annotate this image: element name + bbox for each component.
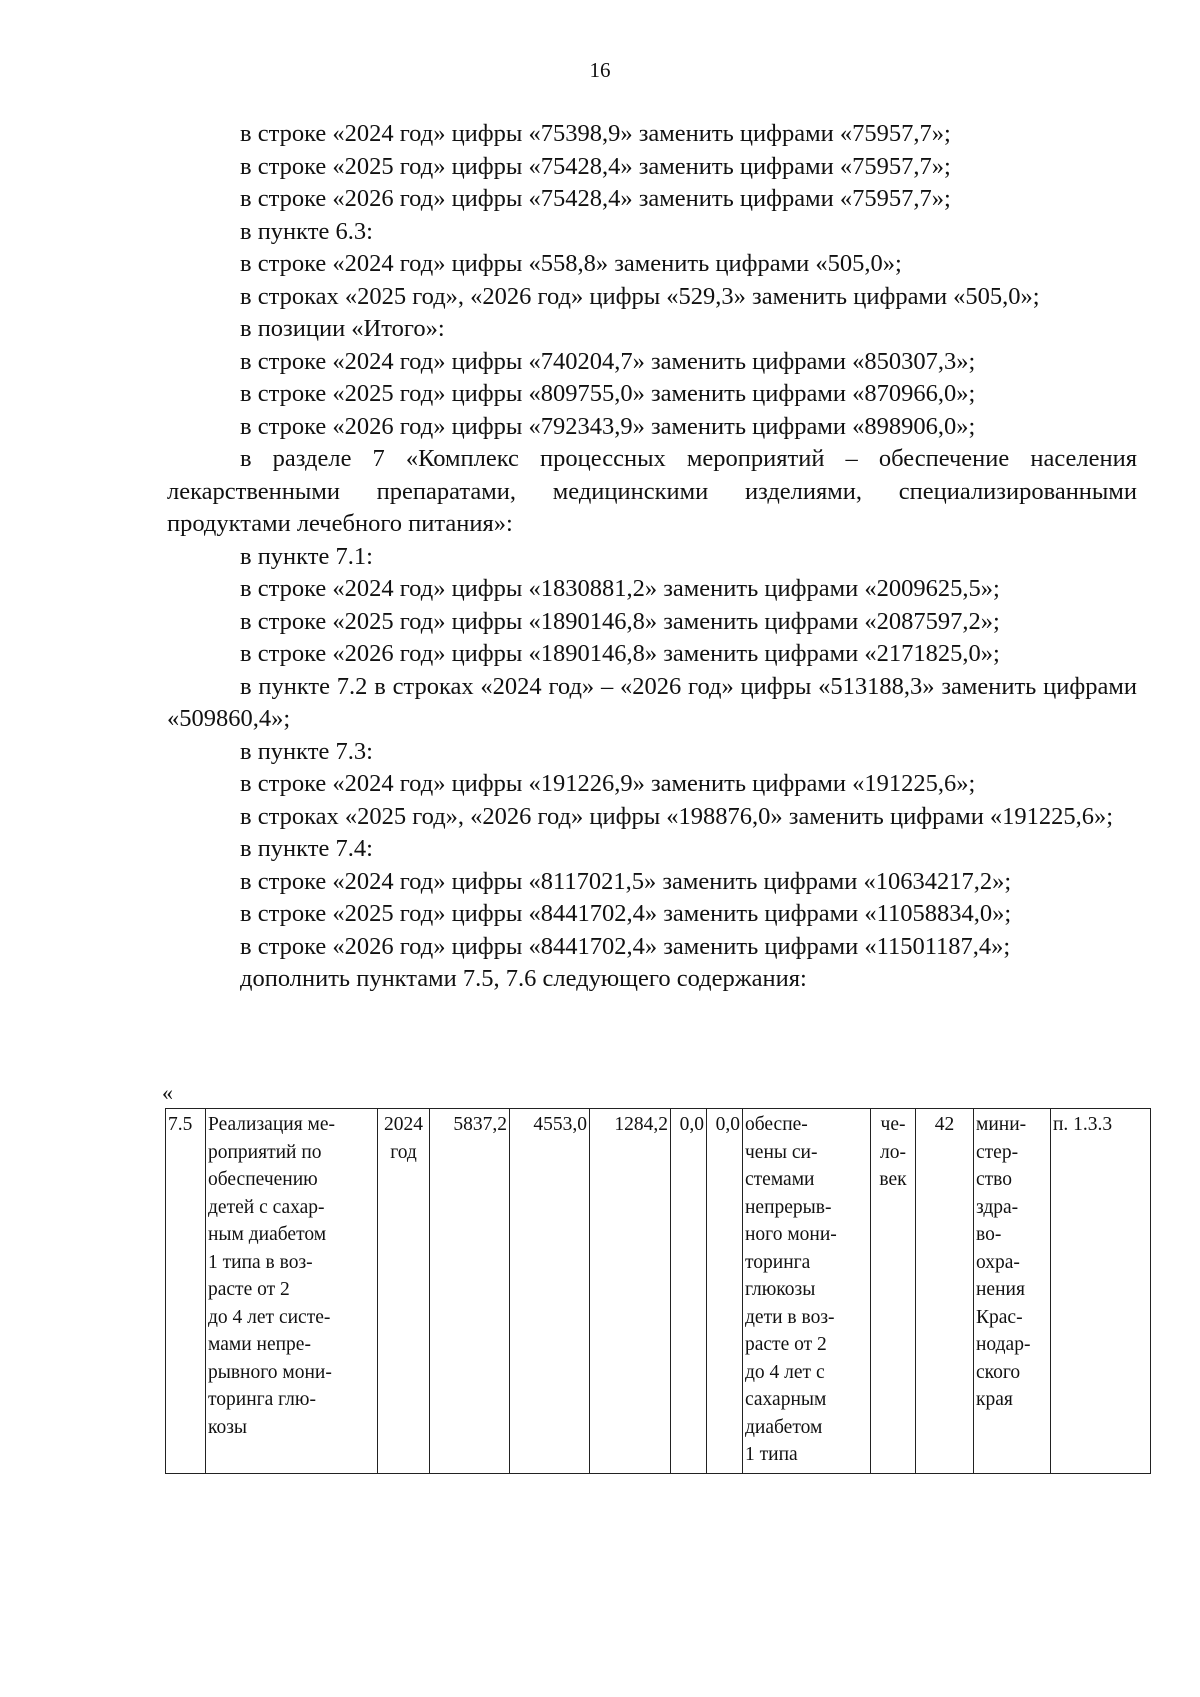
paragraph: дополнить пунктами 7.5, 7.6 следующего содержания: <box>240 965 807 992</box>
paragraph: в строке «2026 год» цифры «1890146,8» заменить цифрами «2171825,0»; <box>240 640 1000 667</box>
paragraph: в строке «2024 год» цифры «191226,9» заменить цифрами «191225,6»; <box>240 770 976 797</box>
amount-cell: 0,0 <box>671 1109 707 1474</box>
paragraph: в строке «2024 год» цифры «75398,9» заменить цифрами «75957,7»; <box>240 120 951 147</box>
unit-cell: че- ло- век <box>871 1109 916 1474</box>
paragraph: в строке «2024 год» цифры «740204,7» заменить цифрами «850307,3»; <box>240 347 976 375</box>
item-number-cell: 7.5 <box>166 1109 206 1474</box>
paragraph: в разделе 7 «Комплекс процессных мероприятий – обеспечение населения лекарственными препаратами, медицинскими изделиями, специализированными продуктами лечебного питания»: <box>167 445 1137 537</box>
executor-cell: мини- стер- ство здра- во- охра- нения Крас- нодар- ского края <box>974 1109 1051 1474</box>
year-cell: 2024 год <box>378 1109 430 1474</box>
paragraph: в строке «2025 год» цифры «8441702,4» заменить цифрами «11058834,0»; <box>240 900 1012 927</box>
paragraph: в пункте 7.3: <box>240 737 373 765</box>
table-row <box>166 1109 1151 1474</box>
total-amount-cell: 5837,2 <box>430 1109 510 1474</box>
measure-name-cell: Реализация ме- роприятий по обеспечению детей с сахар- ным диабетом 1 типа в воз- расте от 2 до 4 лет систе- мами непре- рывного мони- торинга глю- козы <box>206 1109 378 1474</box>
paragraph: в строках «2025 год», «2026 год» цифры «529,3» заменить цифрами «505,0»; <box>240 282 1040 310</box>
page-number: 16 <box>589 58 611 82</box>
value-cell: 42 <box>916 1109 974 1474</box>
paragraph: в пункте 7.1: <box>240 542 373 570</box>
result-cell: обеспе- чены си- стемами непрерыв- ного мони- торинга глюкозы дети в воз- расте от 2 до 4 лет с сахарным диабетом 1 типа <box>743 1109 871 1474</box>
amount-cell: 1284,2 <box>590 1109 671 1474</box>
paragraph: в строке «2024 год» цифры «8117021,5» заменить цифрами «10634217,2»; <box>240 867 1012 895</box>
opening-quote: « <box>162 1080 173 1105</box>
reference-cell: п. 1.3.3 <box>1051 1109 1151 1474</box>
paragraph: в строке «2024 год» цифры «1830881,2» заменить цифрами «2009625,5»; <box>240 575 1000 602</box>
paragraph: в строке «2026 год» цифры «8441702,4» заменить цифрами «11501187,4»; <box>240 932 1011 960</box>
paragraph: в строке «2026 год» цифры «792343,9» заменить цифрами «898906,0»; <box>240 412 976 440</box>
paragraph: в строке «2025 год» цифры «1890146,8» заменить цифрами «2087597,2»; <box>240 607 1000 635</box>
paragraph: в строке «2025 год» цифры «75428,4» заменить цифрами «75957,7»; <box>240 152 951 180</box>
paragraph: в пункте 7.4: <box>240 835 373 862</box>
paragraph: в пункте 6.3: <box>240 217 373 245</box>
measures-table <box>165 1108 1151 1474</box>
amount-cell: 4553,0 <box>510 1109 590 1474</box>
document-body <box>167 118 1137 996</box>
paragraph: в пункте 7.2 в строках «2024 год» – «2026 год» цифры «513188,3» заменить цифрами «509860,4»; <box>167 672 1137 732</box>
paragraph: в позиции «Итого»: <box>240 315 445 342</box>
paragraph: в строке «2025 год» цифры «809755,0» заменить цифрами «870966,0»; <box>240 380 976 407</box>
paragraph: в строке «2026 год» цифры «75428,4» заменить цифрами «75957,7»; <box>240 185 951 212</box>
amount-cell: 0,0 <box>707 1109 743 1474</box>
paragraph: в строке «2024 год» цифры «558,8» заменить цифрами «505,0»; <box>240 250 902 277</box>
paragraph: в строках «2025 год», «2026 год» цифры «198876,0» заменить цифрами «191225,6»; <box>240 802 1114 830</box>
